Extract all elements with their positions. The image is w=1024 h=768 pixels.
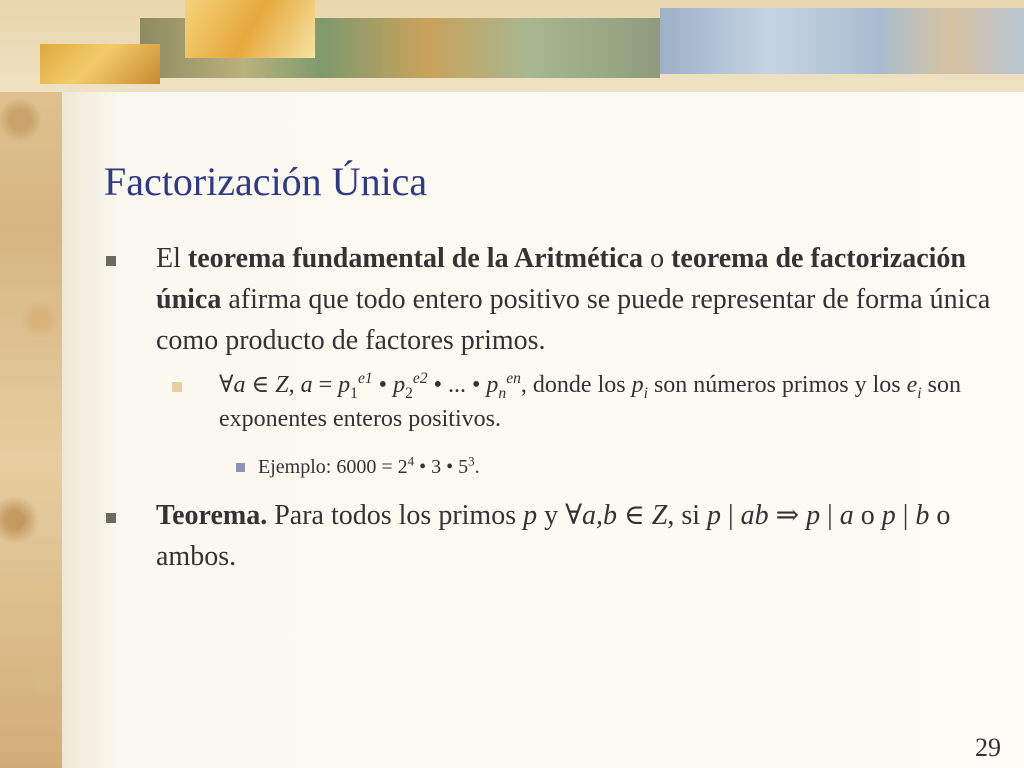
banner-image-flower — [185, 0, 315, 58]
top-banner — [0, 0, 1024, 92]
parchment-border — [0, 0, 62, 768]
slide-title: Factorización Única — [104, 159, 428, 204]
example-text: Ejemplo: $6000 = 2^4$ • 3 • $5^3$. — [258, 453, 480, 478]
banner-image-blue — [660, 8, 1024, 74]
page-number: 29 — [975, 733, 1001, 762]
banner-image-gold — [40, 44, 160, 84]
bullet-marker — [106, 513, 116, 523]
sub-bullet-marker — [172, 382, 182, 392]
sub-sub-bullet-marker — [236, 463, 245, 472]
bullet-marker — [106, 256, 116, 266]
bullet-2-text: Teorema. Para todos los primos p y ∀a,b ∈ Z, si p | ab ⇒ p | a o p | b o ambos. — [156, 500, 951, 572]
bullet-1a-text: ∀a ∈ Z, $a = p_1^{e1}$ • $p_2^{e2}$ • ... • $p_n^{en}$, donde los $p_i$ son números primos y los $e_i$ son exponentes enteros positivos. — [219, 370, 961, 432]
bullet-1-text: El teorema fundamental de la Aritmética o teorema de factorización única afirma que todo entero positivo se puede representar de forma única como producto de factores primos. — [156, 243, 991, 356]
